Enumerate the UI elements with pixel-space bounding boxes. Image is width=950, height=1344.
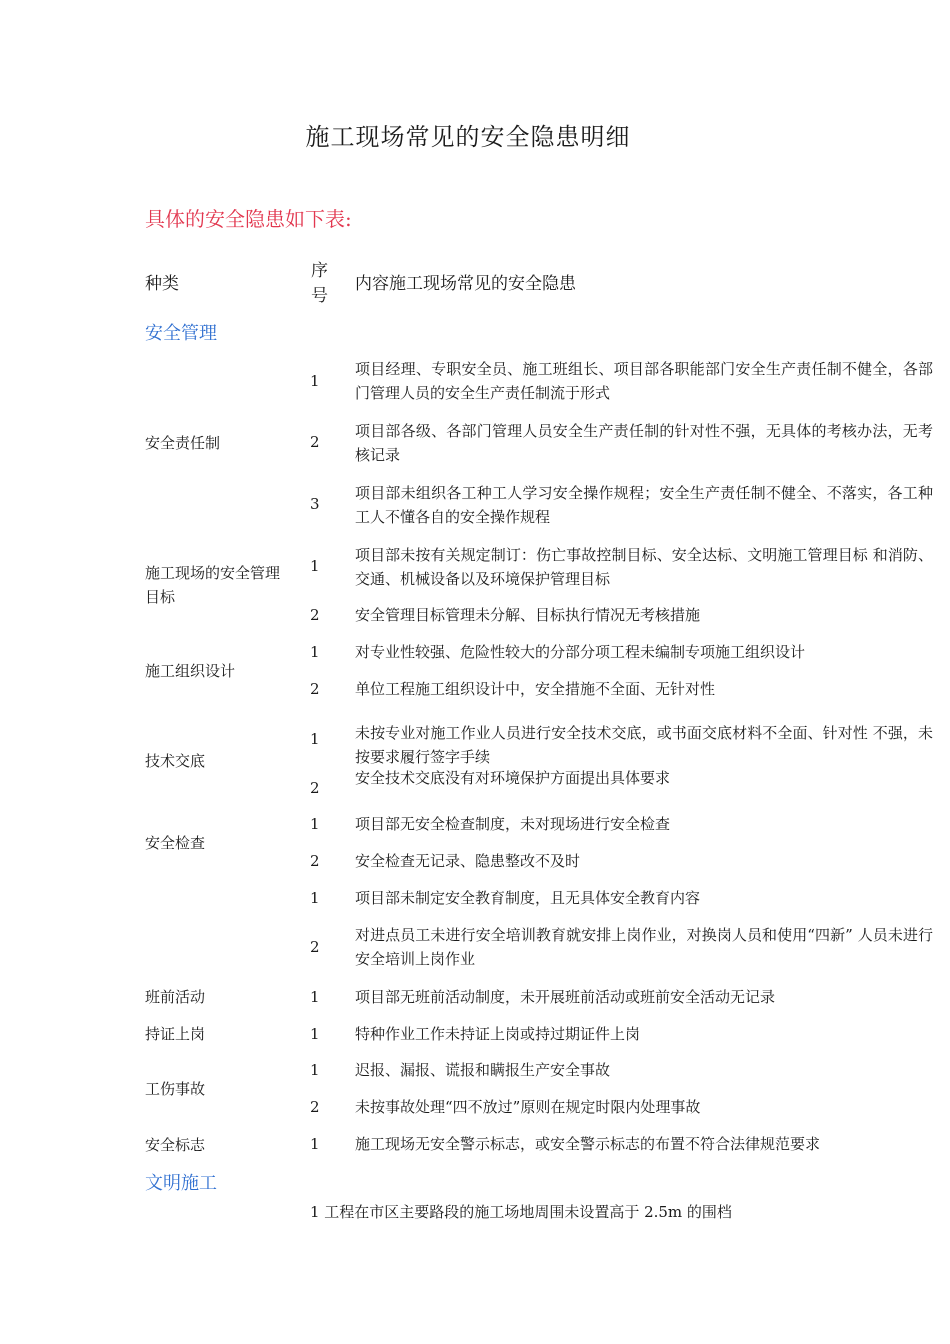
item-text: 项目部无班前活动制度，未开展班前活动或班前安全活动无记录 [355,988,776,1006]
category-label: 安全责任制 [145,434,221,452]
item-number: 2 [310,779,320,797]
category-label: 持证上岗 [145,1025,206,1043]
item-text: 施工现场无安全警示标志，或安全警示标志的布置不符合法律规范要求 [355,1135,821,1153]
category-label: 施工组织设计 [145,662,236,680]
item-number: 1 [310,372,320,390]
item-number: 3 [310,495,320,513]
item-text: 对进点员工未进行安全培训教育就安排上岗作业，对换岗人员和使用“四新” 人员未进行安全培训上岗作业 [355,926,933,968]
category-label: 班前活动 [145,988,206,1006]
item-text: 未按事故处理“四不放过”原则在规定时限内处理事故 [355,1098,701,1116]
item-number: 2 [310,680,320,698]
page-title: 施工现场常见的安全隐患明细 [305,123,631,151]
item-number: 1 [310,557,320,575]
category-label: 技术交底 [145,752,206,770]
item-text: 项目经理、专职安全员、施工班组长、项目部各职能部门安全生产责任制不健全，各部门管理人员的安全生产责任制流于形式 [355,360,933,402]
item-number: 2 [310,1098,320,1116]
item-text: 单位工程施工组织设计中，安全措施不全面、无针对性 [355,680,716,698]
item-text: 项目部未组织各工种工人学习安全操作规程；安全生产责任制不健全、不落实，各工种工人不懂各自的安全操作规程 [355,484,933,526]
item-number: 1 [310,643,320,661]
item-text: 1 工程在市区主要路段的施工场地周围未设置高于 2.5m 的围档 [310,1203,732,1221]
item-text: 安全管理目标管理未分解、目标执行情况无考核措施 [355,606,701,624]
category-label: 安全检查 [145,834,206,852]
category-label: 施工现场的安全管理目标 [145,564,281,606]
section-heading: 文明施工 [145,1173,217,1194]
item-number: 1 [310,1061,320,1079]
item-text: 项目部未按有关规定制订：伤亡事故控制目标、安全达标、文明施工管理目标 和消防、交通、机械设备以及环境保护管理目标 [355,546,933,588]
item-text: 对专业性较强、危险性较大的分部分项工程未编制专项施工组织设计 [355,643,806,661]
header-seq-line2: 号 [311,286,328,306]
item-number: 2 [310,606,320,624]
item-number: 2 [310,433,320,451]
item-text: 迟报、漏报、谎报和瞒报生产安全事故 [355,1061,611,1079]
item-text: 特种作业工作未持证上岗或持过期证件上岗 [355,1025,641,1043]
item-text: 项目部未制定安全教育制度，且无具体安全教育内容 [355,889,701,907]
header-seq-line1: 序 [311,261,328,281]
item-number: 1 [310,988,320,1006]
item-number: 1 [310,1025,320,1043]
item-text: 未按专业对施工作业人员进行安全技术交底，或书面交底材料不全面、针对性 不强，未按要求履行签字手续 [355,724,933,766]
subtitle: 具体的安全隐患如下表: [145,207,352,231]
item-number: 1 [310,730,320,748]
header-category: 种类 [145,274,179,294]
section-heading: 安全管理 [145,323,217,344]
item-number: 2 [310,852,320,870]
item-text: 项目部各级、各部门管理人员安全生产责任制的针对性不强，无具体的考核办法，无考核记录 [355,422,933,464]
item-number: 1 [310,889,320,907]
header-content: 内容施工现场常见的安全隐患 [355,274,576,294]
item-text: 项目部无安全检查制度，未对现场进行安全检查 [355,815,671,833]
item-number: 1 [310,815,320,833]
item-text: 安全检查无记录、隐患整改不及时 [355,852,581,870]
item-text: 安全技术交底没有对环境保护方面提出具体要求 [355,769,671,787]
category-label: 工伤事故 [145,1080,206,1098]
category-label: 安全标志 [145,1136,206,1154]
item-number: 1 [310,1135,320,1153]
item-number: 2 [310,938,320,956]
